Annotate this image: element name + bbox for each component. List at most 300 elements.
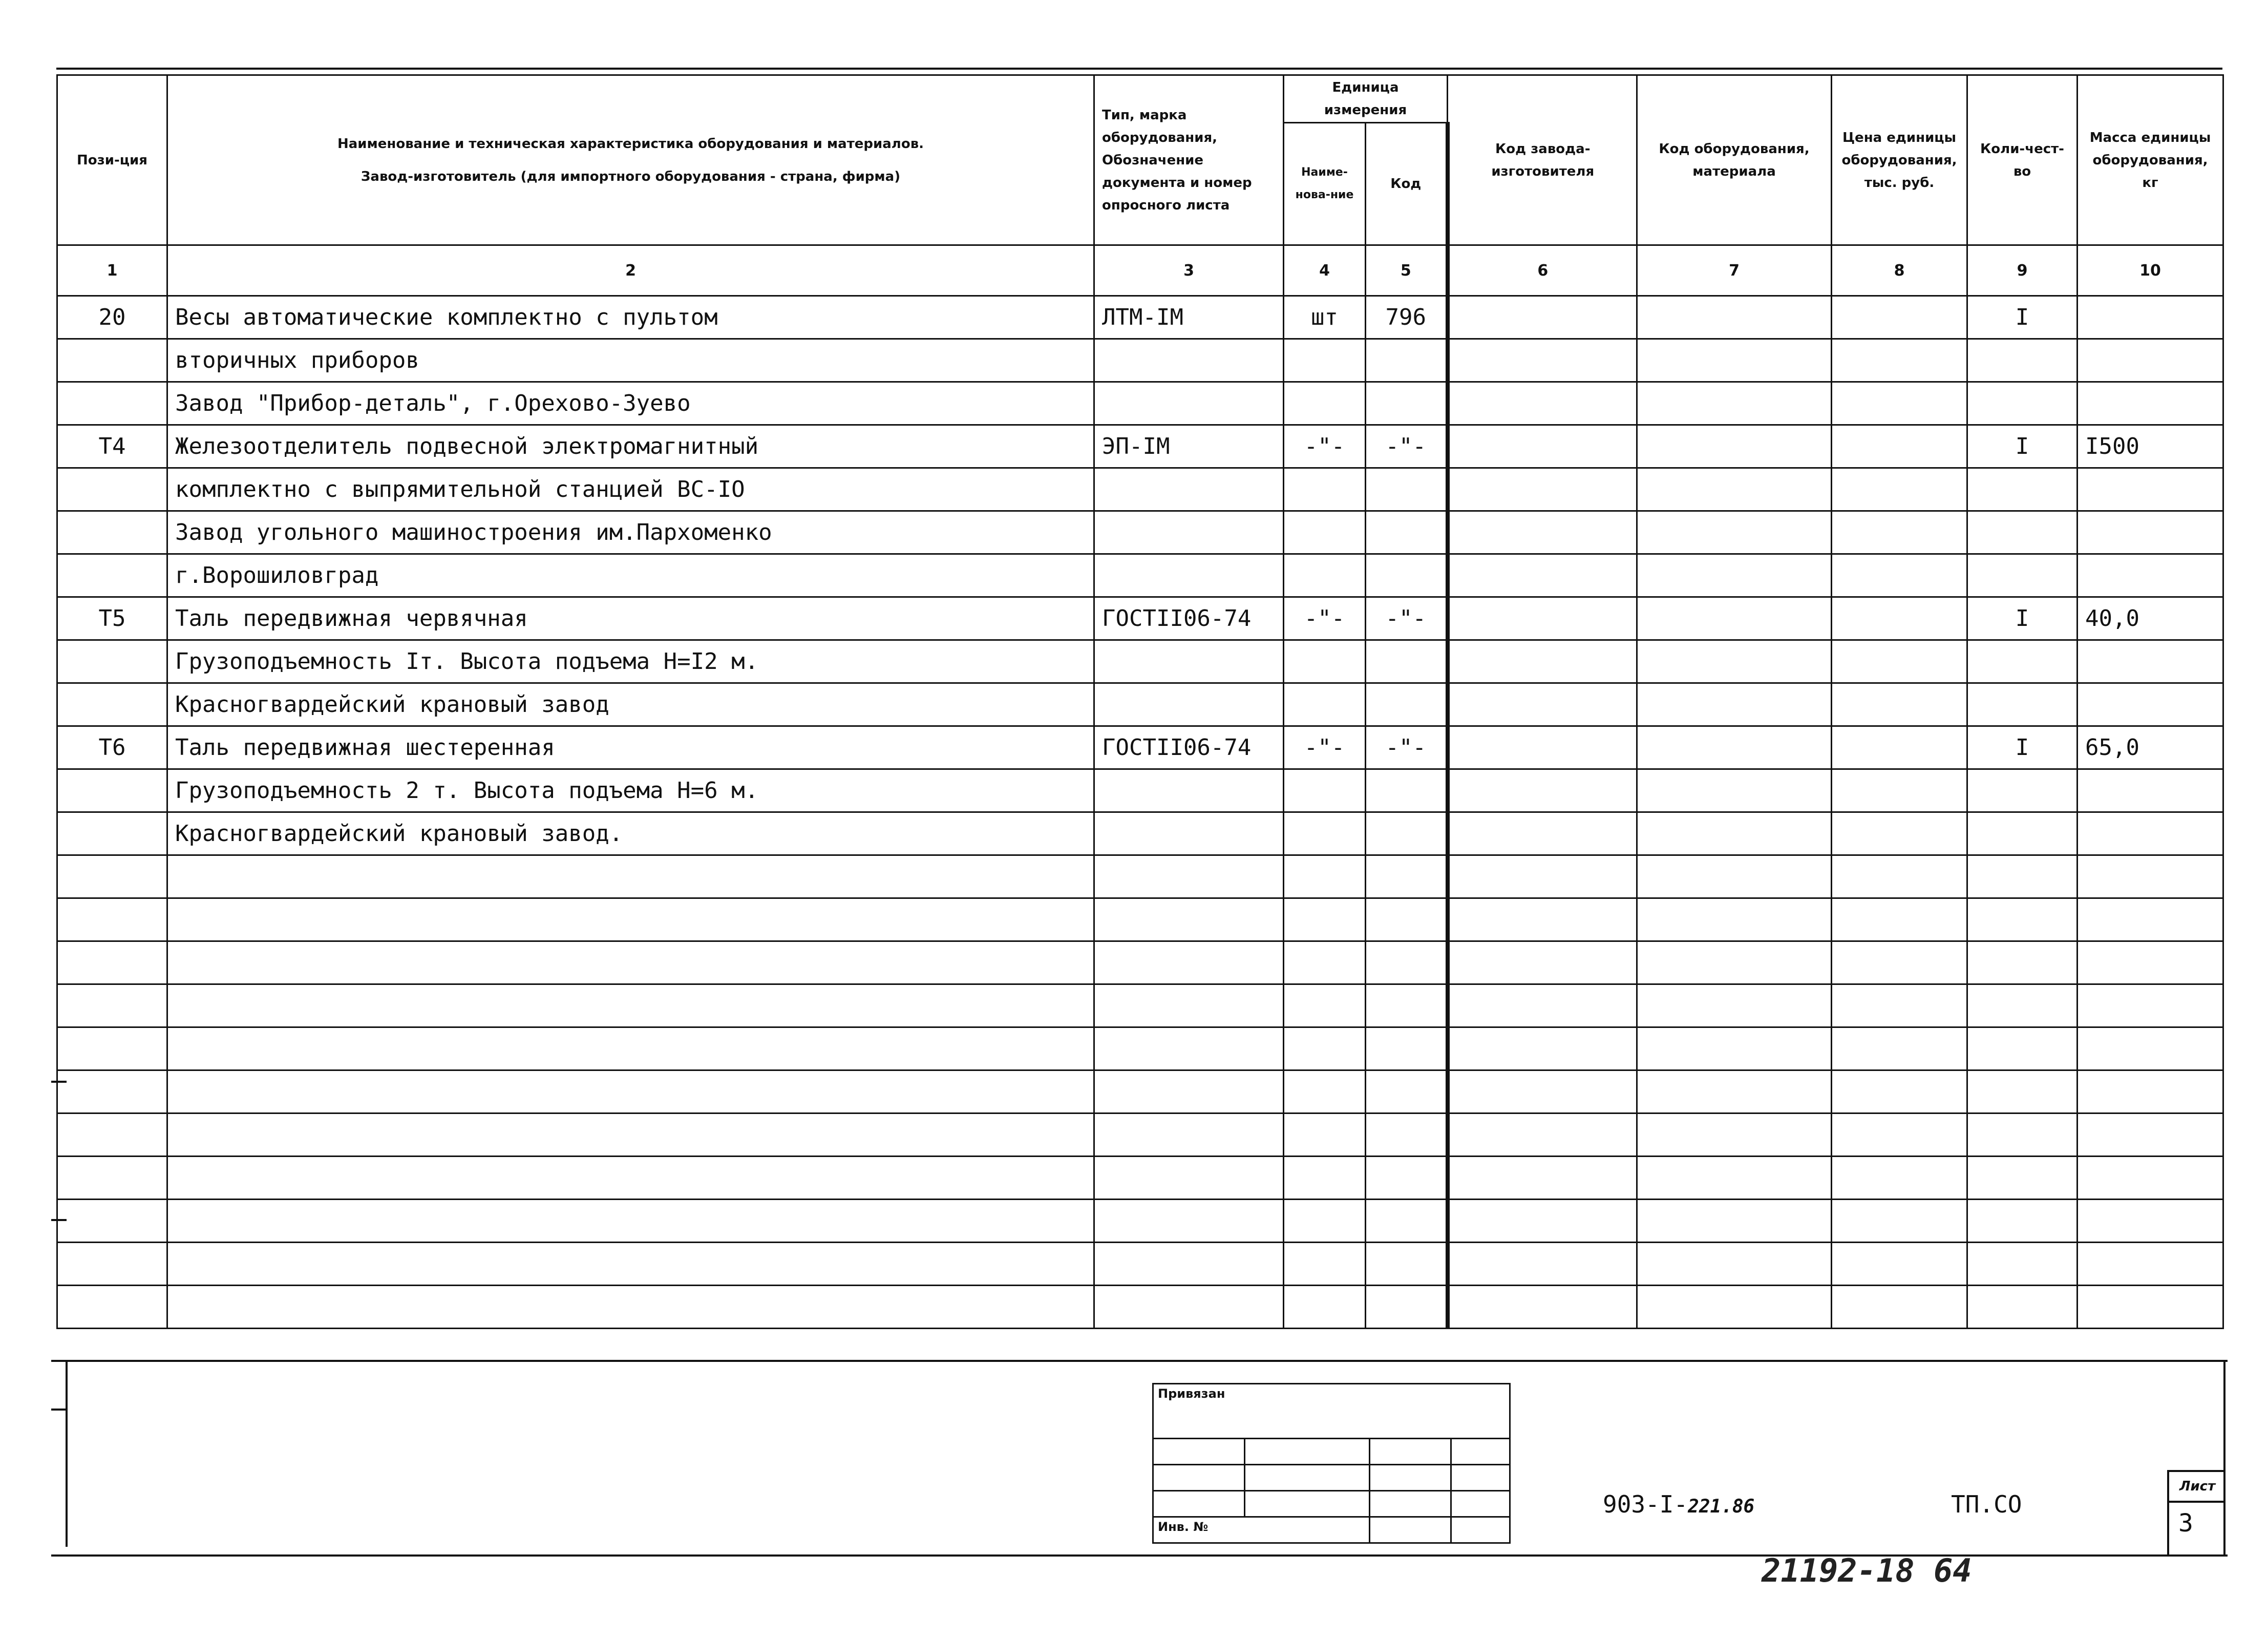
table-row [57, 1200, 2223, 1243]
row-unit-code [1366, 468, 1448, 511]
row-quantity: I [1967, 597, 2078, 640]
row-quantity [1967, 511, 2078, 554]
table-row [57, 1286, 2223, 1329]
row-unit-code [1366, 1286, 1448, 1329]
row-type [1094, 640, 1284, 683]
header-position: Пози-ция [57, 75, 167, 245]
row-mass [2078, 1070, 2223, 1113]
row-unit-code [1366, 1113, 1448, 1157]
row-price [1832, 468, 1967, 511]
row-unit-code: 796 [1366, 296, 1448, 339]
row-manufacturer-code [1448, 898, 1637, 941]
row-equipment-code [1637, 339, 1832, 382]
row-manufacturer-code [1448, 1286, 1637, 1329]
row-price [1832, 769, 1967, 812]
row-name: Красногвардейский крановый завод [167, 683, 1094, 726]
row-position [57, 1027, 167, 1070]
row-name [167, 984, 1094, 1027]
row-mass: 65,0 [2078, 726, 2223, 769]
row-unit [1284, 812, 1366, 855]
table-row [57, 468, 2223, 511]
table-row [57, 1113, 2223, 1157]
row-type [1094, 898, 1284, 941]
row-manufacturer-code [1448, 855, 1637, 898]
row-mass [2078, 984, 2223, 1027]
row-type [1094, 1286, 1284, 1329]
row-unit-code [1366, 511, 1448, 554]
table-row [57, 1070, 2223, 1113]
row-quantity [1967, 640, 2078, 683]
row-equipment-code [1637, 1286, 1832, 1329]
row-quantity [1967, 855, 2078, 898]
column-number: 5 [1366, 245, 1448, 296]
row-price [1832, 984, 1967, 1027]
document-code-printed: 903-I- [1603, 1490, 1688, 1518]
row-price [1832, 1113, 1967, 1157]
row-unit [1284, 941, 1366, 984]
row-unit [1284, 898, 1366, 941]
row-price [1832, 339, 1967, 382]
row-unit: -"- [1284, 425, 1366, 468]
sheet-number: 3 [2178, 1509, 2193, 1538]
row-name: Грузоподъемность 2 т. Высота подъема Н=6 м. [167, 769, 1094, 812]
row-name [167, 855, 1094, 898]
header-name-line1: Наименование и техническая характеристика оборудования и материалов. [337, 136, 924, 152]
row-name [167, 1286, 1094, 1329]
header-unit-group: Единица измерения [1284, 75, 1448, 123]
row-name: Грузоподъемность Iт. Высота подъема Н=I2 м. [167, 640, 1094, 683]
row-unit-code [1366, 1070, 1448, 1113]
row-price [1832, 1286, 1967, 1329]
column-number: 6 [1448, 245, 1637, 296]
row-equipment-code [1637, 984, 1832, 1027]
row-equipment-code [1637, 425, 1832, 468]
row-position [57, 855, 167, 898]
row-unit [1284, 1113, 1366, 1157]
row-manufacturer-code [1448, 1027, 1637, 1070]
row-position [57, 339, 167, 382]
row-name [167, 1027, 1094, 1070]
row-manufacturer-code [1448, 554, 1637, 597]
stamp-linked-label: Привязан [1153, 1384, 1510, 1439]
row-price [1832, 1027, 1967, 1070]
margin-tick [51, 1409, 67, 1411]
row-manufacturer-code [1448, 769, 1637, 812]
column-number: 1 [57, 245, 167, 296]
row-name: комплектно с выпрямительной станцией ВС-IO [167, 468, 1094, 511]
row-equipment-code [1637, 855, 1832, 898]
row-unit [1284, 1200, 1366, 1243]
row-position [57, 382, 167, 425]
row-unit-code: -"- [1366, 425, 1448, 468]
sheet-label: Лист [2169, 1472, 2225, 1503]
row-unit-code [1366, 769, 1448, 812]
row-position [57, 1200, 167, 1243]
row-mass [2078, 941, 2223, 984]
row-unit-code [1366, 941, 1448, 984]
row-manufacturer-code [1448, 812, 1637, 855]
row-name: Красногвардейский крановый завод. [167, 812, 1094, 855]
row-price [1832, 812, 1967, 855]
row-quantity [1967, 554, 2078, 597]
row-quantity: I [1967, 296, 2078, 339]
row-manufacturer-code [1448, 984, 1637, 1027]
row-name [167, 898, 1094, 941]
row-price [1832, 683, 1967, 726]
row-price [1832, 1157, 1967, 1200]
row-price [1832, 941, 1967, 984]
row-price [1832, 554, 1967, 597]
row-price [1832, 1243, 1967, 1286]
table-row [57, 554, 2223, 597]
row-equipment-code [1637, 382, 1832, 425]
row-equipment-code [1637, 683, 1832, 726]
row-position: Т6 [57, 726, 167, 769]
row-manufacturer-code [1448, 296, 1637, 339]
table-row [57, 296, 2223, 339]
row-quantity [1967, 1200, 2078, 1243]
row-mass [2078, 1157, 2223, 1200]
row-type [1094, 1200, 1284, 1243]
row-type: ЛТМ-IM [1094, 296, 1284, 339]
column-number: 2 [167, 245, 1094, 296]
row-unit [1284, 1157, 1366, 1200]
row-mass [2078, 640, 2223, 683]
row-mass [2078, 296, 2223, 339]
row-manufacturer-code [1448, 425, 1637, 468]
row-position [57, 554, 167, 597]
row-quantity [1967, 812, 2078, 855]
row-quantity [1967, 1243, 2078, 1286]
row-quantity [1967, 339, 2078, 382]
table-row [57, 855, 2223, 898]
row-mass [2078, 511, 2223, 554]
row-mass [2078, 554, 2223, 597]
row-name [167, 1070, 1094, 1113]
row-name: Завод "Прибор-деталь", г.Орехово-Зуево [167, 382, 1094, 425]
row-manufacturer-code [1448, 597, 1637, 640]
row-manufacturer-code [1448, 339, 1637, 382]
row-quantity [1967, 941, 2078, 984]
row-quantity [1967, 769, 2078, 812]
row-unit: шт [1284, 296, 1366, 339]
row-name: Весы автоматические комплектно с пультом [167, 296, 1094, 339]
row-price [1832, 296, 1967, 339]
row-quantity [1967, 1113, 2078, 1157]
table-row [57, 597, 2223, 640]
row-position [57, 769, 167, 812]
row-type: ЭП-IM [1094, 425, 1284, 468]
table-row [57, 1027, 2223, 1070]
table-row [57, 812, 2223, 855]
row-type [1094, 984, 1284, 1027]
row-quantity [1967, 382, 2078, 425]
row-price [1832, 1200, 1967, 1243]
row-mass: I500 [2078, 425, 2223, 468]
row-equipment-code [1637, 468, 1832, 511]
table-row [57, 382, 2223, 425]
row-unit: -"- [1284, 597, 1366, 640]
row-price [1832, 382, 1967, 425]
row-position [57, 683, 167, 726]
row-unit [1284, 640, 1366, 683]
row-equipment-code [1637, 1243, 1832, 1286]
table-row [57, 1243, 2223, 1286]
row-equipment-code [1637, 1200, 1832, 1243]
row-name [167, 1157, 1094, 1200]
row-manufacturer-code [1448, 726, 1637, 769]
specification-table [56, 74, 2224, 1329]
row-type: ГОСТII06-74 [1094, 726, 1284, 769]
row-manufacturer-code [1448, 683, 1637, 726]
row-price [1832, 511, 1967, 554]
row-unit [1284, 339, 1366, 382]
row-manufacturer-code [1448, 640, 1637, 683]
row-position [57, 1113, 167, 1157]
margin-tick [51, 1081, 67, 1083]
row-name: Железоотделитель подвесной электромагнитный [167, 425, 1094, 468]
row-unit-code [1366, 1243, 1448, 1286]
row-equipment-code [1637, 941, 1832, 984]
row-position [57, 1070, 167, 1113]
row-manufacturer-code [1448, 511, 1637, 554]
row-manufacturer-code [1448, 941, 1637, 984]
table-row [57, 1157, 2223, 1200]
row-mass [2078, 855, 2223, 898]
header-mass: Масса единицы оборудования, кг [2078, 75, 2223, 245]
row-equipment-code [1637, 1070, 1832, 1113]
row-price [1832, 726, 1967, 769]
row-type [1094, 339, 1284, 382]
row-mass [2078, 898, 2223, 941]
row-mass [2078, 468, 2223, 511]
row-name [167, 1200, 1094, 1243]
row-unit-code [1366, 382, 1448, 425]
row-quantity [1967, 1070, 2078, 1113]
row-unit-code [1366, 812, 1448, 855]
row-unit [1284, 468, 1366, 511]
row-unit-code: -"- [1366, 597, 1448, 640]
sheet-number-box [2167, 1470, 2225, 1557]
row-mass [2078, 382, 2223, 425]
row-type [1094, 1157, 1284, 1200]
document-code [1603, 1490, 1754, 1518]
row-type: ГОСТII06-74 [1094, 597, 1284, 640]
row-position [57, 640, 167, 683]
row-position [57, 898, 167, 941]
column-number: 9 [1967, 245, 2078, 296]
row-quantity: I [1967, 726, 2078, 769]
row-mass [2078, 769, 2223, 812]
table-row [57, 425, 2223, 468]
row-position [57, 812, 167, 855]
row-name [167, 941, 1094, 984]
row-mass [2078, 1113, 2223, 1157]
row-unit [1284, 554, 1366, 597]
row-mass [2078, 1200, 2223, 1243]
row-unit [1284, 382, 1366, 425]
row-position [57, 984, 167, 1027]
row-position: Т5 [57, 597, 167, 640]
row-name: Завод угольного машиностроения им.Пархоменко [167, 511, 1094, 554]
row-position [57, 511, 167, 554]
row-unit-code: -"- [1366, 726, 1448, 769]
header-price: Цена единицы оборудования, тыс. руб. [1832, 75, 1967, 245]
row-equipment-code [1637, 769, 1832, 812]
row-equipment-code [1637, 296, 1832, 339]
row-type [1094, 1070, 1284, 1113]
row-quantity [1967, 898, 2078, 941]
document-code-handwritten: 221.86 [1688, 1496, 1755, 1517]
row-name: Таль передвижная шестеренная [167, 726, 1094, 769]
row-unit [1284, 683, 1366, 726]
row-equipment-code [1637, 898, 1832, 941]
header-quantity: Коли-чест-во [1967, 75, 2078, 245]
row-type [1094, 1113, 1284, 1157]
row-unit: -"- [1284, 726, 1366, 769]
header-unit-name: Наиме-нова-ние [1284, 123, 1366, 245]
row-type [1094, 554, 1284, 597]
column-number: 4 [1284, 245, 1366, 296]
row-quantity [1967, 683, 2078, 726]
column-number: 7 [1637, 245, 1832, 296]
row-mass [2078, 339, 2223, 382]
inventory-number: 21192-18 64 [1762, 1552, 1972, 1589]
row-unit [1284, 1286, 1366, 1329]
row-unit-code [1366, 554, 1448, 597]
row-type [1094, 812, 1284, 855]
document-series: ТП.СО [1951, 1490, 2022, 1518]
row-equipment-code [1637, 1113, 1832, 1157]
row-unit-code [1366, 683, 1448, 726]
row-position [57, 941, 167, 984]
row-quantity [1967, 984, 2078, 1027]
header-name-line2: Завод-изготовитель (для импортного оборудования - страна, фирма) [361, 169, 901, 184]
row-position: 20 [57, 296, 167, 339]
row-type [1094, 855, 1284, 898]
column-number: 8 [1832, 245, 1967, 296]
row-mass [2078, 1027, 2223, 1070]
row-quantity [1967, 1027, 2078, 1070]
row-type [1094, 1027, 1284, 1070]
row-type [1094, 511, 1284, 554]
row-equipment-code [1637, 597, 1832, 640]
row-mass: 40,0 [2078, 597, 2223, 640]
row-quantity: I [1967, 425, 2078, 468]
row-unit-code [1366, 1027, 1448, 1070]
row-mass [2078, 683, 2223, 726]
row-position: Т4 [57, 425, 167, 468]
column-number: 10 [2078, 245, 2223, 296]
row-name [167, 1243, 1094, 1286]
table-bottom-border [51, 1360, 2228, 1362]
table-row [57, 683, 2223, 726]
row-unit-code [1366, 339, 1448, 382]
table-row [57, 984, 2223, 1027]
margin-tick [51, 1219, 67, 1221]
header-row [57, 75, 2223, 123]
row-unit [1284, 855, 1366, 898]
row-unit-code [1366, 640, 1448, 683]
header-equipment-code: Код оборудования, материала [1637, 75, 1832, 245]
row-price [1832, 1070, 1967, 1113]
row-name: г.Ворошиловград [167, 554, 1094, 597]
header-type: Тип, марка оборудования, Обозначение документа и номер опросного листа [1094, 75, 1284, 245]
row-manufacturer-code [1448, 468, 1637, 511]
row-type [1094, 769, 1284, 812]
row-manufacturer-code [1448, 1243, 1637, 1286]
row-equipment-code [1637, 640, 1832, 683]
row-unit-code [1366, 855, 1448, 898]
row-type [1094, 683, 1284, 726]
row-position [57, 468, 167, 511]
row-price [1832, 597, 1967, 640]
column-number: 3 [1094, 245, 1284, 296]
row-manufacturer-code [1448, 382, 1637, 425]
row-mass [2078, 812, 2223, 855]
row-unit [1284, 511, 1366, 554]
row-manufacturer-code [1448, 1200, 1637, 1243]
row-name: вторичных приборов [167, 339, 1094, 382]
row-manufacturer-code [1448, 1113, 1637, 1157]
table-row [57, 640, 2223, 683]
header-manufacturer-code: Код завода-изготовителя [1448, 75, 1637, 245]
row-price [1832, 640, 1967, 683]
row-unit [1284, 1070, 1366, 1113]
header-name [167, 75, 1094, 245]
row-position [57, 1157, 167, 1200]
row-mass [2078, 1243, 2223, 1286]
row-price [1832, 855, 1967, 898]
row-quantity [1967, 468, 2078, 511]
row-manufacturer-code [1448, 1070, 1637, 1113]
table-row [57, 941, 2223, 984]
frame-left-border [66, 1360, 68, 1547]
row-type [1094, 382, 1284, 425]
table-row [57, 339, 2223, 382]
row-type [1094, 1243, 1284, 1286]
row-equipment-code [1637, 554, 1832, 597]
row-equipment-code [1637, 1157, 1832, 1200]
row-unit [1284, 1027, 1366, 1070]
row-equipment-code [1637, 511, 1832, 554]
linking-stamp [1152, 1383, 1511, 1544]
row-position [57, 1286, 167, 1329]
row-name [167, 1113, 1094, 1157]
row-unit-code [1366, 898, 1448, 941]
table-row [57, 898, 2223, 941]
column-number-row [57, 245, 2223, 296]
row-price [1832, 425, 1967, 468]
row-unit-code [1366, 1200, 1448, 1243]
row-unit [1284, 984, 1366, 1027]
row-unit [1284, 769, 1366, 812]
row-equipment-code [1637, 1027, 1832, 1070]
stamp-inv-label: Инв. № [1153, 1517, 1370, 1543]
row-equipment-code [1637, 726, 1832, 769]
header-unit-code: Код [1366, 123, 1448, 245]
row-equipment-code [1637, 812, 1832, 855]
row-position [57, 1243, 167, 1286]
row-type [1094, 468, 1284, 511]
row-unit [1284, 1243, 1366, 1286]
row-mass [2078, 1286, 2223, 1329]
top-border [56, 68, 2222, 70]
row-unit-code [1366, 984, 1448, 1027]
row-quantity [1967, 1286, 2078, 1329]
row-price [1832, 898, 1967, 941]
row-type [1094, 941, 1284, 984]
